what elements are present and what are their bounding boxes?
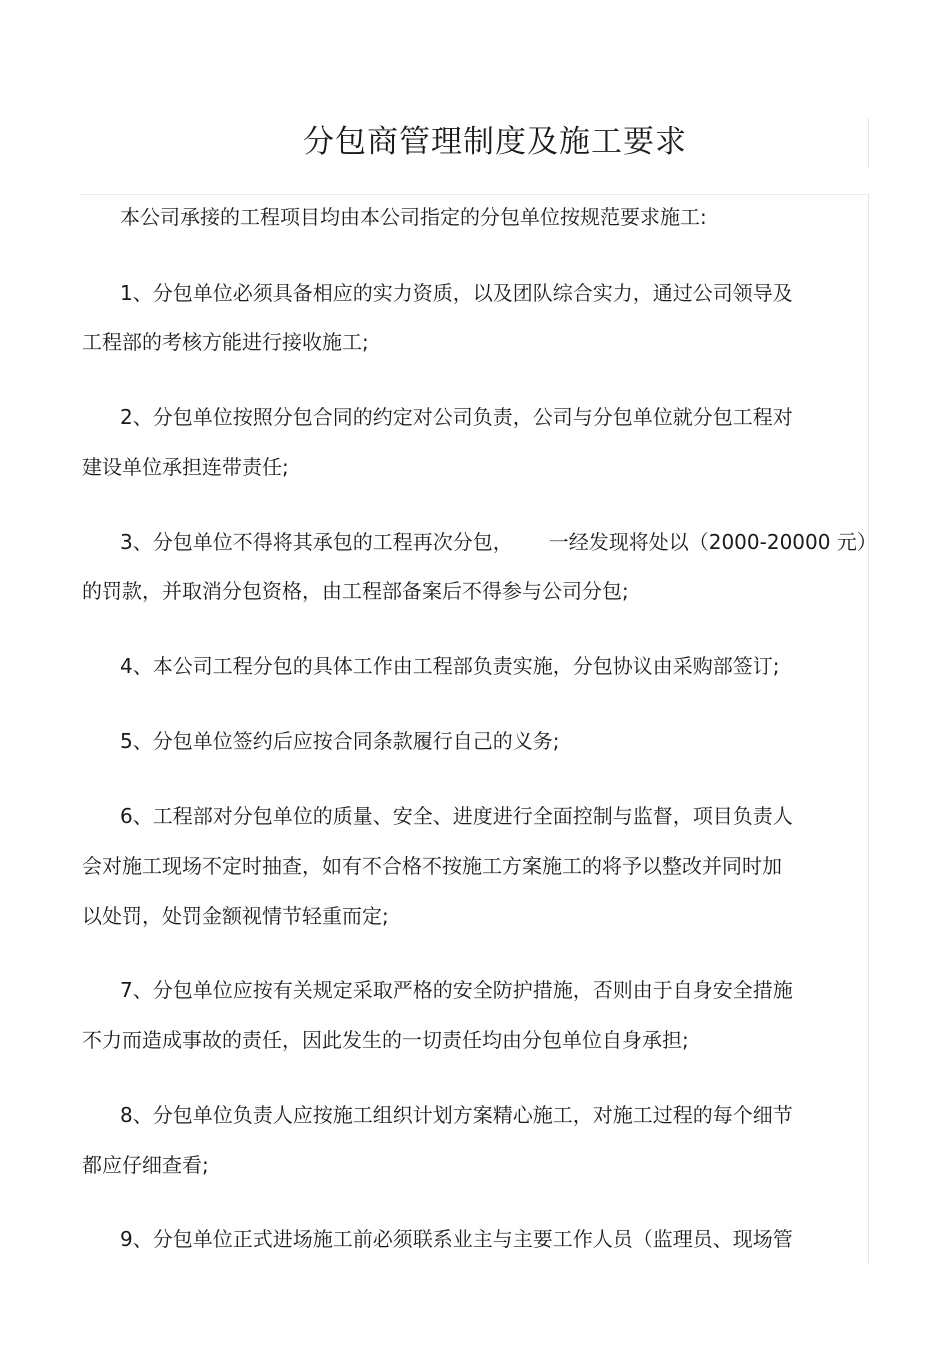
item-5-line-1: 5、分包单位签约后应按合同条款履行自己的义务; (120, 729, 560, 753)
item-6-line-2: 会对施工现场不定时抽查，如有不合格不按施工方案施工的将予以整改并同时加 (82, 854, 782, 878)
item-1-line-1: 1、分包单位必须具备相应的实力资质，以及团队综合实力，通过公司领导及 (120, 281, 793, 305)
margin-line-right (868, 195, 869, 1263)
item-9-line-1: 9、分包单位正式进场施工前必须联系业主与主要工作人员（监理员、现场管 (120, 1227, 793, 1251)
margin-line-top (868, 118, 869, 168)
item-3-line-1-part-b: 一经发现将处以（2000-20000 元） (548, 530, 877, 554)
item-4-line-1: 4、本公司工程分包的具体工作由工程部负责实施，分包协议由采购部签订; (120, 654, 780, 678)
item-6-line-3: 以处罚，处罚金额视情节轻重而定; (82, 904, 389, 928)
item-1-line-2: 工程部的考核方能进行接收施工; (82, 330, 369, 354)
header-divider (80, 194, 870, 195)
item-8-line-1: 8、分包单位负责人应按施工组织计划方案精心施工，对施工过程的每个细节 (120, 1103, 793, 1127)
item-8-line-2: 都应仔细查看; (82, 1153, 209, 1177)
document-title: 分包商管理制度及施工要求 (303, 124, 687, 160)
item-7-line-2: 不力而造成事故的责任，因此发生的一切责任均由分包单位自身承担; (82, 1028, 689, 1052)
item-2-line-2: 建设单位承担连带责任; (82, 455, 289, 479)
item-2-line-1: 2、分包单位按照分包合同的约定对公司负责，公司与分包单位就分包工程对 (120, 405, 793, 429)
item-7-line-1: 7、分包单位应按有关规定采取严格的安全防护措施，否则由于自身安全措施 (120, 978, 793, 1002)
item-3-line-1-part-a: 3、分包单位不得将其承包的工程再次分包， (120, 530, 513, 554)
item-3-line-2: 的罚款，并取消分包资格，由工程部备案后不得参与公司分包; (82, 579, 629, 603)
intro-paragraph: 本公司承接的工程项目均由本公司指定的分包单位按规范要求施工: (120, 205, 707, 229)
item-6-line-1: 6、工程部对分包单位的质量、安全、进度进行全面控制与监督，项目负责人 (120, 804, 793, 828)
item-3-line-1 (120, 529, 877, 555)
